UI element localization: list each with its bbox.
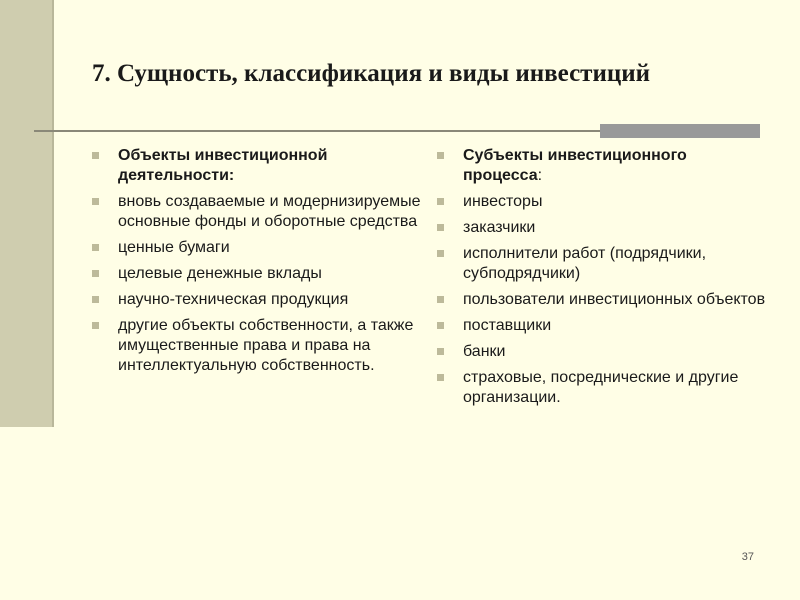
list-item: заказчики (437, 218, 767, 238)
list-item: инвесторы (437, 192, 767, 212)
objects-list (92, 146, 422, 382)
list-item: научно-техническая продукция (92, 290, 422, 310)
title-divider (34, 130, 600, 132)
list-item: вновь создаваемые и модернизируемые основные фонды и оборотные средства (92, 192, 422, 232)
divider-accent-block (600, 124, 760, 138)
side-band (0, 0, 52, 427)
list-item: ценные бумаги (92, 238, 422, 258)
page-number: 37 (741, 551, 754, 563)
list-item: другие объекты собственности, а также имущественные права и права на интеллектуальную собственность. (92, 316, 422, 376)
list-item: целевые денежные вклады (92, 264, 422, 284)
slide-title: 7. Сущность, классификация и виды инвестиций (92, 60, 651, 87)
objects-heading: Объекты инвестиционной деятельности: (92, 146, 422, 186)
subjects-list (437, 146, 767, 414)
subjects-heading (437, 146, 767, 186)
list-item: исполнители работ (подрядчики, субподрядчики) (437, 244, 767, 284)
list-item: страховые, посреднические и другие организации. (437, 368, 767, 408)
subjects-heading-text: Субъекты инвестиционного процесса (463, 147, 687, 184)
side-band-edge (52, 0, 54, 427)
list-item: пользователи инвестиционных объектов (437, 290, 767, 310)
list-item: банки (437, 342, 767, 362)
list-item: поставщики (437, 316, 767, 336)
subjects-heading-colon: : (537, 167, 543, 184)
